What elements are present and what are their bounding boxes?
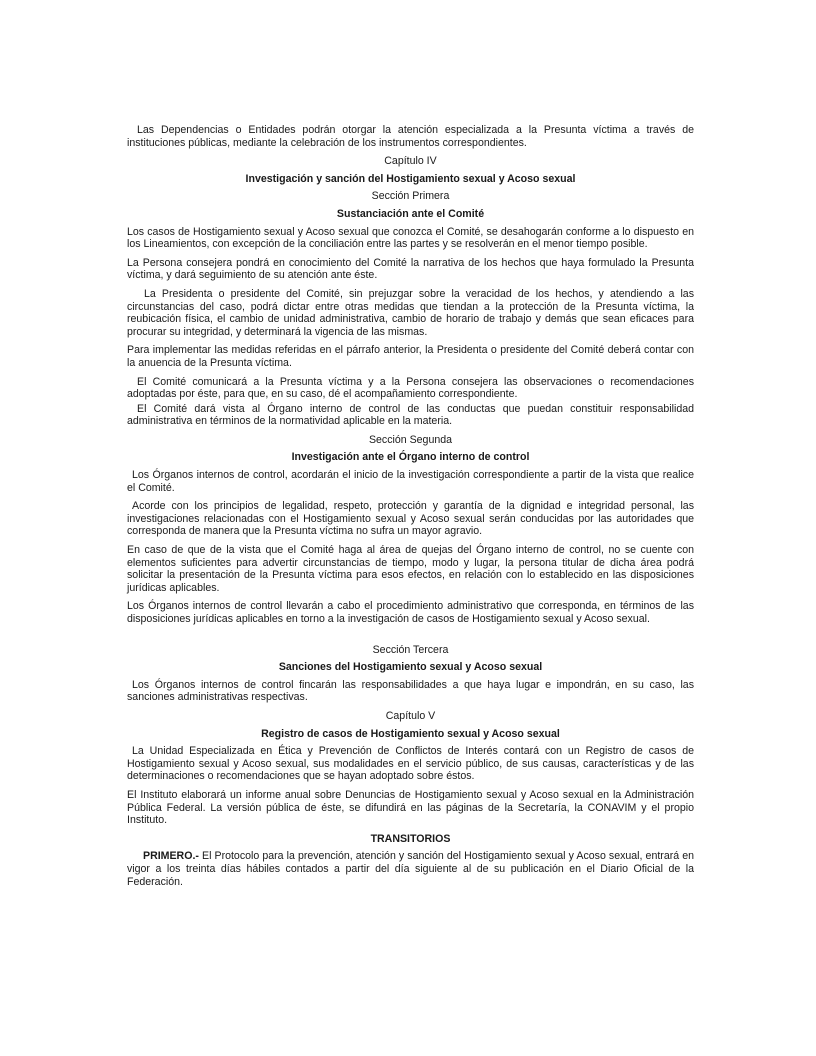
spacer (127, 632, 694, 644)
paragraph: Para implementar las medidas referidas en el párrafo anterior, la Presidenta o presidente del Comité deberá contar con la anuencia de la Presunta víctima. (127, 344, 694, 369)
chapter-iv-title: Capítulo IV (384, 155, 437, 168)
intro-paragraph: Las Dependencias o Entidades podrán otorgar la atención especializada a la Presunta víctima a través de instituciones públicas, mediante la celebración de los instrumentos correspondientes. (127, 124, 694, 149)
paragraph: La Presidenta o presidente del Comité, sin prejuzgar sobre la veracidad de los hechos, y atendiendo a las circunstancias del caso, podrá dictar entre otras medidas que tiendan a la protección de la Presunta víctima, la reubicación física, el cambio de unidad administrativa, cambio de horario de trabajo y demás que sean eficaces para procurar su integridad, y determinará la vigencia de las mismas. (127, 287, 694, 338)
transitorio-first-label: PRIMERO.- (143, 850, 199, 863)
paragraph: En caso de que de la vista que el Comité haga al área de quejas del Órgano interno de control, no se cuente con elementos suficientes para advertir circunstancias de tiempo, modo y lugar, la persona titular de dicha área podrá solicitar la presentación de la Presunta víctima para esos efectos, en relación con lo establecido en las disposiciones jurídicas aplicables. (127, 544, 694, 594)
section-first-subtitle: Sustanciación ante el Comité (336, 207, 485, 220)
paragraph: La Persona consejera pondrá en conocimiento del Comité la narrativa de los hechos que haya formulado la Presunta víctima, y dará seguimiento de su atención ante éste. (127, 256, 694, 282)
paragraph: Acorde con los principios de legalidad, respeto, protección y garantía de la dignidad e integridad personal, las investigaciones relacionadas con el Hostigamiento sexual y Acoso sexual serán conducidas por las autoridades que corresponda de manera que la Presunta víctima no sufra un mayor agravio. (127, 500, 694, 538)
section-second-subtitle: Investigación ante el Órgano interno de control (291, 451, 530, 464)
paragraph: El Comité comunicará a la Presunta víctima y a la Persona consejera las observaciones o recomendaciones adoptadas por éste, para que, en su caso, dé el acompañamiento correspondiente. (127, 375, 694, 401)
section-third-subtitle: Sanciones del Hostigamiento sexual y Acoso sexual (278, 661, 543, 674)
paragraph: Los Órganos internos de control, acordarán el inicio de la investigación correspondiente a partir de la vista que realice el Comité. (127, 469, 694, 494)
paragraph: Los casos de Hostigamiento sexual y Acoso sexual que conozca el Comité, se desahogarán conforme a lo dispuesto en los Lineamientos, con excepción de la conciliación entre las partes y se resolverán en el menor tiempo posible. (127, 225, 694, 251)
transitorios-title: TRANSITORIOS (370, 832, 451, 845)
transitorio-first (127, 850, 694, 888)
section-second-title: Sección Segunda (368, 433, 453, 446)
section-first-title: Sección Primera (371, 190, 450, 203)
chapter-v-subtitle: Registro de casos de Hostigamiento sexual y Acoso sexual (261, 727, 560, 740)
section-third-title: Sección Tercera (372, 643, 449, 656)
paragraph: El Instituto elaborará un informe anual sobre Denuncias de Hostigamiento sexual y Acoso sexual en la Administración Pública Federal. La versión pública de éste, se difundirá en las páginas de la Secretaría, la CONAVIM y el propio Instituto. (127, 788, 694, 827)
chapter-v-title: Capítulo V (385, 709, 436, 722)
chapter-iv-subtitle: Investigación y sanción del Hostigamiento sexual y Acoso sexual (245, 172, 576, 185)
document-page (127, 124, 694, 894)
paragraph: Los Órganos internos de control fincarán las responsabilidades a que haya lugar e impondrán, en su caso, las sanciones administrativas respectivas. (127, 678, 694, 704)
transitorio-first-text: El Protocolo para la prevención, atención y sanción del Hostigamiento sexual y Acoso sexual, entrará en vigor a los treinta días hábiles contados a partir del día siguiente al de su publicación en el Diario Oficial de la Federación. (127, 850, 694, 888)
paragraph: Los Órganos internos de control llevarán a cabo el procedimiento administrativo que corresponda, en términos de las disposiciones jurídicas aplicables en torno a la investigación de casos de Hostigamiento sexual y Acoso sexual. (127, 600, 694, 625)
paragraph: El Comité dará vista al Órgano interno de control de las conductas que puedan constituir responsabilidad administrativa en términos de la normatividad aplicable en la materia. (127, 402, 694, 428)
paragraph: La Unidad Especializada en Ética y Prevención de Conflictos de Interés contará con un Registro de casos de Hostigamiento sexual y Acoso sexual, sus modalidades en el servicio público, de sus causas, características y de las determinaciones o recomendaciones que se hayan adoptado sobre éstos. (127, 745, 694, 783)
